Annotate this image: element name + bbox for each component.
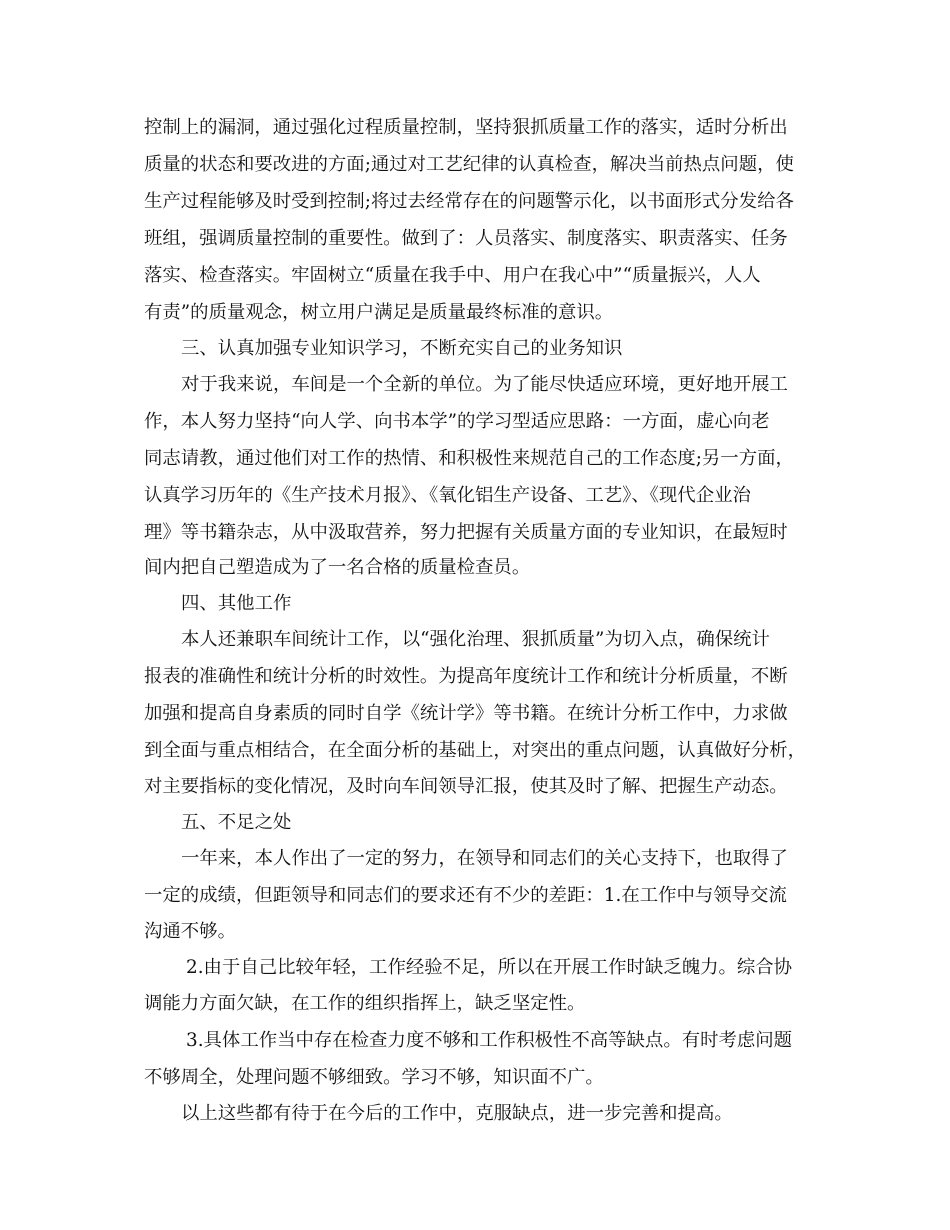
text-line: 作，本人努力坚持“向人学、向书本学”的学习型适应思路：一方面，虚心向老 xyxy=(144,411,770,432)
text-line: 质量的状态和要改进的方面;通过对工艺纪律的认真检查，解决当前热点问题，使 xyxy=(144,154,794,175)
text-line: 认真学习历年的《生产技术月报》、《氧化铝生产设备、工艺》、《现代企业治 xyxy=(144,485,751,506)
text-line: 有责”的质量观念，树立用户满足是质量最终标准的意识。 xyxy=(144,302,614,323)
text-line: 间内把自己塑造成为了一名合格的质量检查员。 xyxy=(144,557,531,578)
text-line: 对于我来说，车间是一个全新的单位。为了能尽快适应环境，更好地开展工 xyxy=(181,374,788,395)
section-heading: 四、其他工作 xyxy=(181,593,292,614)
text-line: 理》等书籍杂志，从中汲取营养，努力把握有关质量方面的专业知识，在最短时 xyxy=(144,522,788,543)
text-line: 报表的准确性和统计分析的时效性。为提高年度统计工作和统计分析质量，不断 xyxy=(144,666,788,687)
text-line: 加强和提高自身素质的同时自学《统计学》等书籍。在统计分析工作中，力求做 xyxy=(144,703,788,724)
text-line: 2.由于自己比较年轻，工作经验不足，所以在开展工作时缺乏魄力。综合协 xyxy=(186,957,793,978)
text-line: 对主要指标的变化情况，及时向车间领导汇报，使其及时了解、把握生产动态。 xyxy=(144,776,788,797)
text-line: 以上这些都有待于在今后的工作中，克服缺点，进一步完善和提高。 xyxy=(181,1103,733,1124)
text-line: 沟通不够。 xyxy=(144,921,236,942)
text-line: 生产过程能够及时受到控制;将过去经常存在的问题警示化，以书面形式分发给各 xyxy=(144,191,794,212)
text-line: 到全面与重点相结合，在全面分析的基础上，对突出的重点问题，认真做好分析， xyxy=(144,740,807,761)
text-line: 一定的成绩，但距领导和同志们的要求还有不少的差距：1.在工作中与领导交流 xyxy=(144,885,787,906)
text-line: 本人还兼职车间统计工作，以“强化治理、狠抓质量”为切入点，确保统计 xyxy=(181,629,770,650)
text-line: 同志请教，通过他们对工作的热情、和积极性来规范自己的工作态度;另一方面， xyxy=(144,448,794,469)
section-heading: 五、不足之处 xyxy=(181,812,292,833)
text-line: 3.具体工作当中存在检查力度不够和工作积极性不高等缺点。有时考虑问题 xyxy=(186,1030,793,1051)
text-line: 调能力方面欠缺，在工作的组织指挥上，缺乏坚定性。 xyxy=(144,993,586,1014)
text-line: 班组，强调质量控制的重要性。做到了：人员落实、制度落实、职责落实、任务 xyxy=(144,228,788,249)
text-line: 落实、检查落实。牢固树立“质量在我手中、用户在我心中”“质量振兴，人人 xyxy=(144,265,761,286)
text-line: 控制上的漏洞，通过强化过程质量控制，坚持狠抓质量工作的落实，适时分析出 xyxy=(144,117,788,138)
section-heading: 三、认真加强专业知识学习，不断充实自己的业务知识 xyxy=(181,338,623,359)
text-line: 不够周全，处理问题不够细致。学习不够，知识面不广。 xyxy=(144,1067,604,1088)
text-line: 一年来，本人作出了一定的努力，在领导和同志们的关心支持下，也取得了 xyxy=(181,848,788,869)
